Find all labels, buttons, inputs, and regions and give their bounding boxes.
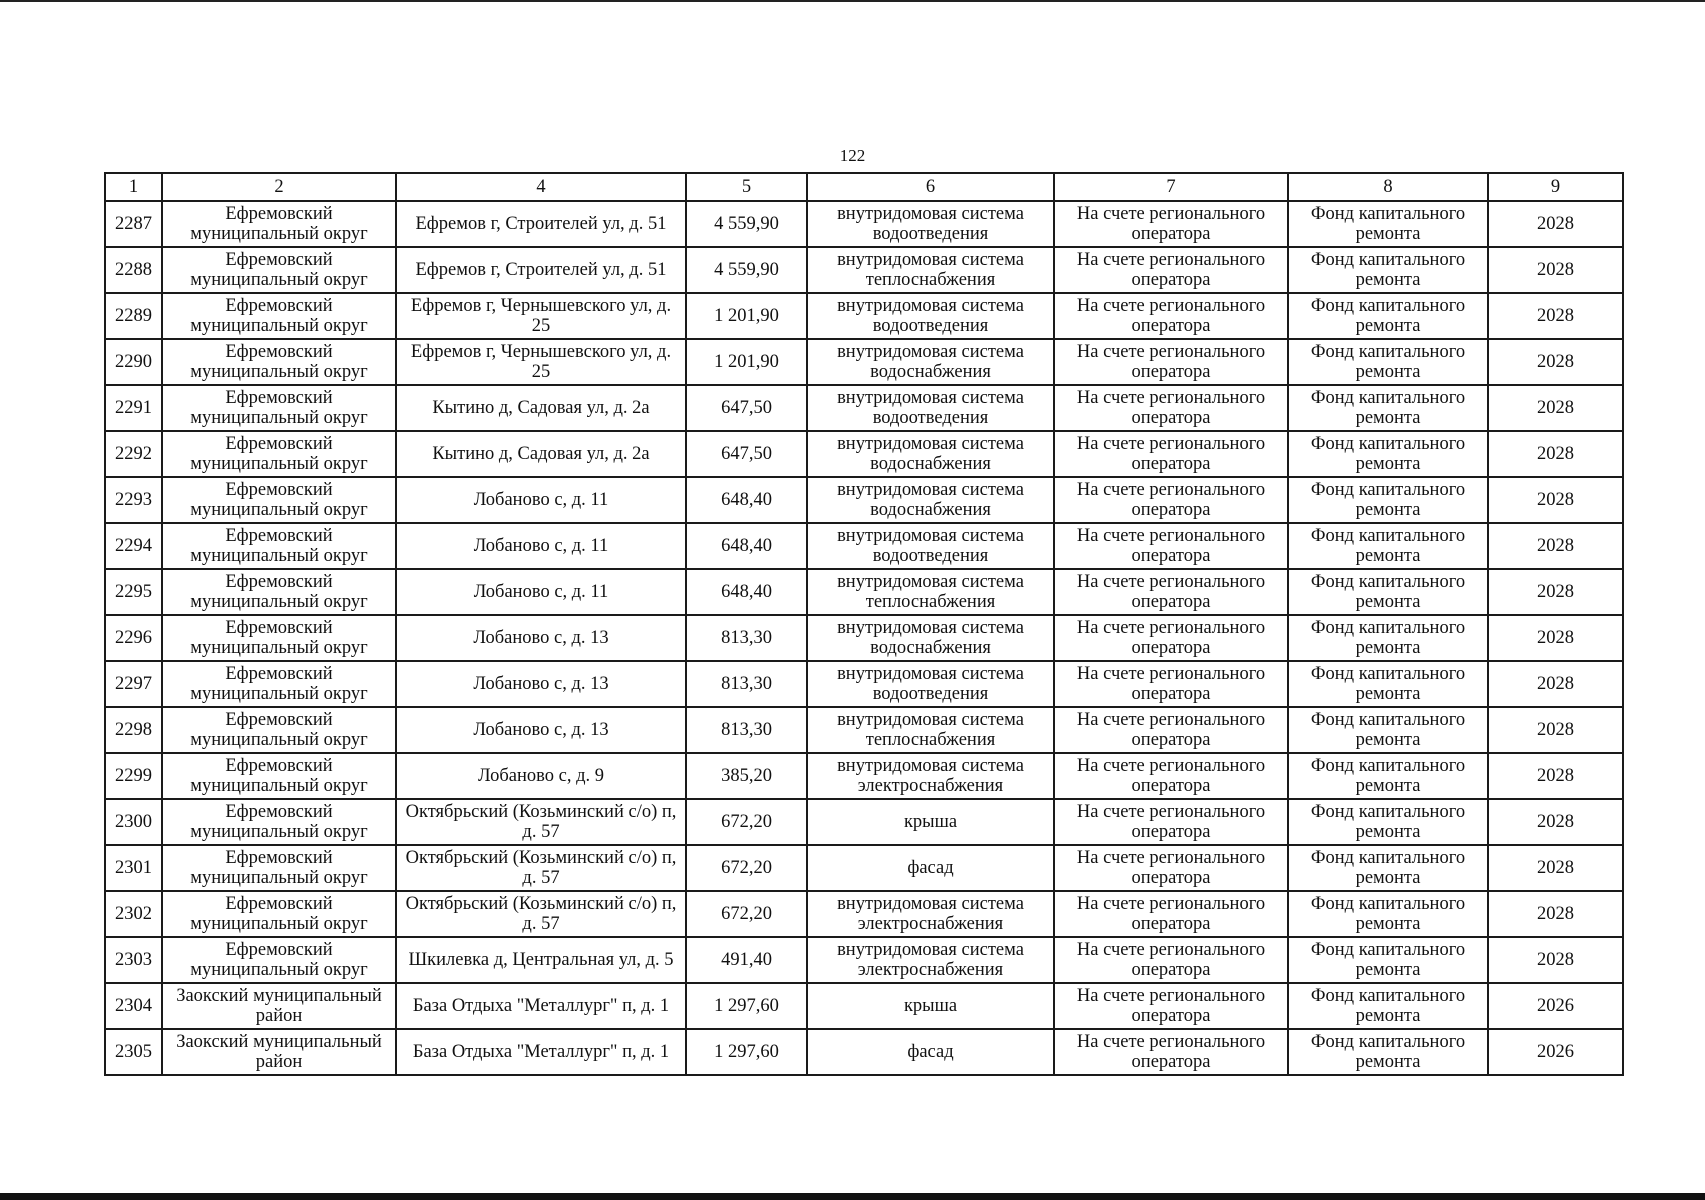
address-cell: Шкилевка д, Центральная ул, д. 5 (396, 937, 686, 983)
fund-account-cell: На счете регионального оператора (1054, 707, 1288, 753)
address-cell: Лобаново с, д. 11 (396, 523, 686, 569)
planned-year-cell: 2028 (1488, 293, 1623, 339)
fund-account-cell: На счете регионального оператора (1054, 615, 1288, 661)
planned-year-cell: 2028 (1488, 247, 1623, 293)
address-cell: База Отдыха "Металлург" п, д. 1 (396, 1029, 686, 1075)
address-cell: Ефремов г, Чернышевского ул, д. 25 (396, 293, 686, 339)
row-number-cell: 2295 (105, 569, 162, 615)
planned-year-cell: 2028 (1488, 753, 1623, 799)
structural-element-cell: крыша (807, 799, 1054, 845)
structural-element-cell: внутридомовая система водоотведения (807, 385, 1054, 431)
area-cell: 1 201,90 (686, 339, 807, 385)
fund-account-cell: На счете регионального оператора (1054, 753, 1288, 799)
municipality-cell: Ефремовский муниципальный округ (162, 293, 396, 339)
row-number-cell: 2304 (105, 983, 162, 1029)
table-row (105, 339, 1623, 385)
table-row (105, 385, 1623, 431)
municipality-cell: Ефремовский муниципальный округ (162, 431, 396, 477)
row-number-cell: 2287 (105, 201, 162, 247)
funding-source-cell: Фонд капитального ремонта (1288, 247, 1488, 293)
address-cell: Лобаново с, д. 13 (396, 615, 686, 661)
structural-element-cell: внутридомовая система водоснабжения (807, 431, 1054, 477)
address-cell: Кытино д, Садовая ул, д. 2а (396, 385, 686, 431)
planned-year-cell: 2028 (1488, 937, 1623, 983)
municipality-cell: Ефремовский муниципальный округ (162, 247, 396, 293)
municipality-cell: Ефремовский муниципальный округ (162, 615, 396, 661)
address-cell: Лобаново с, д. 13 (396, 707, 686, 753)
row-number-cell: 2289 (105, 293, 162, 339)
fund-account-cell: На счете регионального оператора (1054, 247, 1288, 293)
municipality-cell: Ефремовский муниципальный округ (162, 661, 396, 707)
planned-year-cell: 2028 (1488, 569, 1623, 615)
column-header: 5 (686, 173, 807, 201)
area-cell: 385,20 (686, 753, 807, 799)
municipality-cell: Ефремовский муниципальный округ (162, 891, 396, 937)
funding-source-cell: Фонд капитального ремонта (1288, 937, 1488, 983)
funding-source-cell: Фонд капитального ремонта (1288, 845, 1488, 891)
planned-year-cell: 2028 (1488, 477, 1623, 523)
table-row (105, 477, 1623, 523)
page-number: 122 (839, 146, 866, 165)
address-cell: Октябрьский (Козьминский с/о) п, д. 57 (396, 845, 686, 891)
fund-account-cell: На счете регионального оператора (1054, 293, 1288, 339)
address-cell: Ефремов г, Чернышевского ул, д. 25 (396, 339, 686, 385)
row-number-cell: 2302 (105, 891, 162, 937)
structural-element-cell: внутридомовая система водоснабжения (807, 477, 1054, 523)
funding-source-cell: Фонд капитального ремонта (1288, 983, 1488, 1029)
fund-account-cell: На счете регионального оператора (1054, 845, 1288, 891)
area-cell: 648,40 (686, 523, 807, 569)
row-number-cell: 2288 (105, 247, 162, 293)
column-header: 8 (1288, 173, 1488, 201)
planned-year-cell: 2028 (1488, 339, 1623, 385)
structural-element-cell: внутридомовая система теплоснабжения (807, 569, 1054, 615)
structural-element-cell: внутридомовая система водоотведения (807, 523, 1054, 569)
area-cell: 647,50 (686, 431, 807, 477)
area-cell: 648,40 (686, 477, 807, 523)
area-cell: 4 559,90 (686, 201, 807, 247)
column-header: 1 (105, 173, 162, 201)
table-row (105, 431, 1623, 477)
row-number-cell: 2290 (105, 339, 162, 385)
municipality-cell: Ефремовский муниципальный округ (162, 523, 396, 569)
funding-source-cell: Фонд капитального ремонта (1288, 523, 1488, 569)
funding-source-cell: Фонд капитального ремонта (1288, 385, 1488, 431)
address-cell: Ефремов г, Строителей ул, д. 51 (396, 201, 686, 247)
area-cell: 813,30 (686, 661, 807, 707)
structural-element-cell: внутридомовая система водоотведения (807, 661, 1054, 707)
fund-account-cell: На счете регионального оператора (1054, 385, 1288, 431)
municipality-cell: Ефремовский муниципальный округ (162, 477, 396, 523)
row-number-cell: 2299 (105, 753, 162, 799)
fund-account-cell: На счете регионального оператора (1054, 891, 1288, 937)
funding-source-cell: Фонд капитального ремонта (1288, 431, 1488, 477)
structural-element-cell: внутридомовая система водоотведения (807, 293, 1054, 339)
area-cell: 672,20 (686, 891, 807, 937)
area-cell: 1 297,60 (686, 1029, 807, 1075)
funding-source-cell: Фонд капитального ремонта (1288, 799, 1488, 845)
address-cell: Лобаново с, д. 9 (396, 753, 686, 799)
municipality-cell: Ефремовский муниципальный округ (162, 753, 396, 799)
address-cell: Лобаново с, д. 11 (396, 569, 686, 615)
fund-account-cell: На счете регионального оператора (1054, 431, 1288, 477)
municipality-cell: Ефремовский муниципальный округ (162, 799, 396, 845)
row-number-cell: 2301 (105, 845, 162, 891)
area-cell: 1 297,60 (686, 983, 807, 1029)
capital-repair-table (104, 172, 1624, 1076)
planned-year-cell: 2028 (1488, 201, 1623, 247)
column-header: 2 (162, 173, 396, 201)
fund-account-cell: На счете регионального оператора (1054, 569, 1288, 615)
column-header: 7 (1054, 173, 1288, 201)
table-row (105, 569, 1623, 615)
address-cell: Октябрьский (Козьминский с/о) п, д. 57 (396, 799, 686, 845)
structural-element-cell: крыша (807, 983, 1054, 1029)
area-cell: 648,40 (686, 569, 807, 615)
planned-year-cell: 2028 (1488, 385, 1623, 431)
structural-element-cell: фасад (807, 845, 1054, 891)
municipality-cell: Заокский муниципальный район (162, 1029, 396, 1075)
table-row (105, 661, 1623, 707)
table-row (105, 293, 1623, 339)
funding-source-cell: Фонд капитального ремонта (1288, 293, 1488, 339)
address-cell: Октябрьский (Козьминский с/о) п, д. 57 (396, 891, 686, 937)
funding-source-cell: Фонд капитального ремонта (1288, 1029, 1488, 1075)
row-number-cell: 2291 (105, 385, 162, 431)
planned-year-cell: 2028 (1488, 615, 1623, 661)
header-row (105, 173, 1623, 201)
planned-year-cell: 2028 (1488, 661, 1623, 707)
municipality-cell: Ефремовский муниципальный округ (162, 845, 396, 891)
funding-source-cell: Фонд капитального ремонта (1288, 569, 1488, 615)
planned-year-cell: 2028 (1488, 799, 1623, 845)
planned-year-cell: 2026 (1488, 983, 1623, 1029)
row-number-cell: 2300 (105, 799, 162, 845)
municipality-cell: Ефремовский муниципальный округ (162, 937, 396, 983)
row-number-cell: 2305 (105, 1029, 162, 1075)
planned-year-cell: 2028 (1488, 891, 1623, 937)
table-row (105, 891, 1623, 937)
funding-source-cell: Фонд капитального ремонта (1288, 891, 1488, 937)
address-cell: База Отдыха "Металлург" п, д. 1 (396, 983, 686, 1029)
structural-element-cell: внутридомовая система водоснабжения (807, 615, 1054, 661)
structural-element-cell: внутридомовая система электроснабжения (807, 937, 1054, 983)
municipality-cell: Ефремовский муниципальный округ (162, 569, 396, 615)
address-cell: Лобаново с, д. 11 (396, 477, 686, 523)
table-row (105, 201, 1623, 247)
row-number-cell: 2298 (105, 707, 162, 753)
planned-year-cell: 2028 (1488, 707, 1623, 753)
municipality-cell: Ефремовский муниципальный округ (162, 707, 396, 753)
table-row (105, 845, 1623, 891)
planned-year-cell: 2028 (1488, 523, 1623, 569)
funding-source-cell: Фонд капитального ремонта (1288, 339, 1488, 385)
table-row (105, 1029, 1623, 1075)
top-scan-border (0, 0, 1705, 2)
structural-element-cell: внутридомовая система водоотведения (807, 201, 1054, 247)
fund-account-cell: На счете регионального оператора (1054, 523, 1288, 569)
row-number-cell: 2303 (105, 937, 162, 983)
row-number-cell: 2294 (105, 523, 162, 569)
structural-element-cell: внутридомовая система теплоснабжения (807, 247, 1054, 293)
funding-source-cell: Фонд капитального ремонта (1288, 753, 1488, 799)
area-cell: 647,50 (686, 385, 807, 431)
area-cell: 672,20 (686, 845, 807, 891)
table-row (105, 707, 1623, 753)
structural-element-cell: фасад (807, 1029, 1054, 1075)
table-row (105, 523, 1623, 569)
table-row (105, 937, 1623, 983)
row-number-cell: 2292 (105, 431, 162, 477)
municipality-cell: Ефремовский муниципальный округ (162, 339, 396, 385)
funding-source-cell: Фонд капитального ремонта (1288, 477, 1488, 523)
bottom-scan-border (0, 1193, 1705, 1200)
table-row (105, 615, 1623, 661)
area-cell: 491,40 (686, 937, 807, 983)
structural-element-cell: внутридомовая система водоснабжения (807, 339, 1054, 385)
row-number-cell: 2297 (105, 661, 162, 707)
fund-account-cell: На счете регионального оператора (1054, 339, 1288, 385)
fund-account-cell: На счете регионального оператора (1054, 477, 1288, 523)
municipality-cell: Заокский муниципальный район (162, 983, 396, 1029)
table-row (105, 753, 1623, 799)
column-header: 4 (396, 173, 686, 201)
funding-source-cell: Фонд капитального ремонта (1288, 661, 1488, 707)
funding-source-cell: Фонд капитального ремонта (1288, 201, 1488, 247)
column-header: 9 (1488, 173, 1623, 201)
area-cell: 672,20 (686, 799, 807, 845)
structural-element-cell: внутридомовая система теплоснабжения (807, 707, 1054, 753)
fund-account-cell: На счете регионального оператора (1054, 661, 1288, 707)
funding-source-cell: Фонд капитального ремонта (1288, 615, 1488, 661)
address-cell: Лобаново с, д. 13 (396, 661, 686, 707)
area-cell: 813,30 (686, 615, 807, 661)
address-cell: Ефремов г, Строителей ул, д. 51 (396, 247, 686, 293)
column-header: 6 (807, 173, 1054, 201)
fund-account-cell: На счете регионального оператора (1054, 937, 1288, 983)
area-cell: 4 559,90 (686, 247, 807, 293)
structural-element-cell: внутридомовая система электроснабжения (807, 891, 1054, 937)
table-row (105, 983, 1623, 1029)
municipality-cell: Ефремовский муниципальный округ (162, 201, 396, 247)
planned-year-cell: 2028 (1488, 431, 1623, 477)
area-cell: 813,30 (686, 707, 807, 753)
funding-source-cell: Фонд капитального ремонта (1288, 707, 1488, 753)
fund-account-cell: На счете регионального оператора (1054, 201, 1288, 247)
fund-account-cell: На счете регионального оператора (1054, 1029, 1288, 1075)
table-row (105, 247, 1623, 293)
address-cell: Кытино д, Садовая ул, д. 2а (396, 431, 686, 477)
planned-year-cell: 2028 (1488, 845, 1623, 891)
row-number-cell: 2296 (105, 615, 162, 661)
fund-account-cell: На счете регионального оператора (1054, 983, 1288, 1029)
row-number-cell: 2293 (105, 477, 162, 523)
table-row (105, 799, 1623, 845)
fund-account-cell: На счете регионального оператора (1054, 799, 1288, 845)
area-cell: 1 201,90 (686, 293, 807, 339)
structural-element-cell: внутридомовая система электроснабжения (807, 753, 1054, 799)
municipality-cell: Ефремовский муниципальный округ (162, 385, 396, 431)
planned-year-cell: 2026 (1488, 1029, 1623, 1075)
